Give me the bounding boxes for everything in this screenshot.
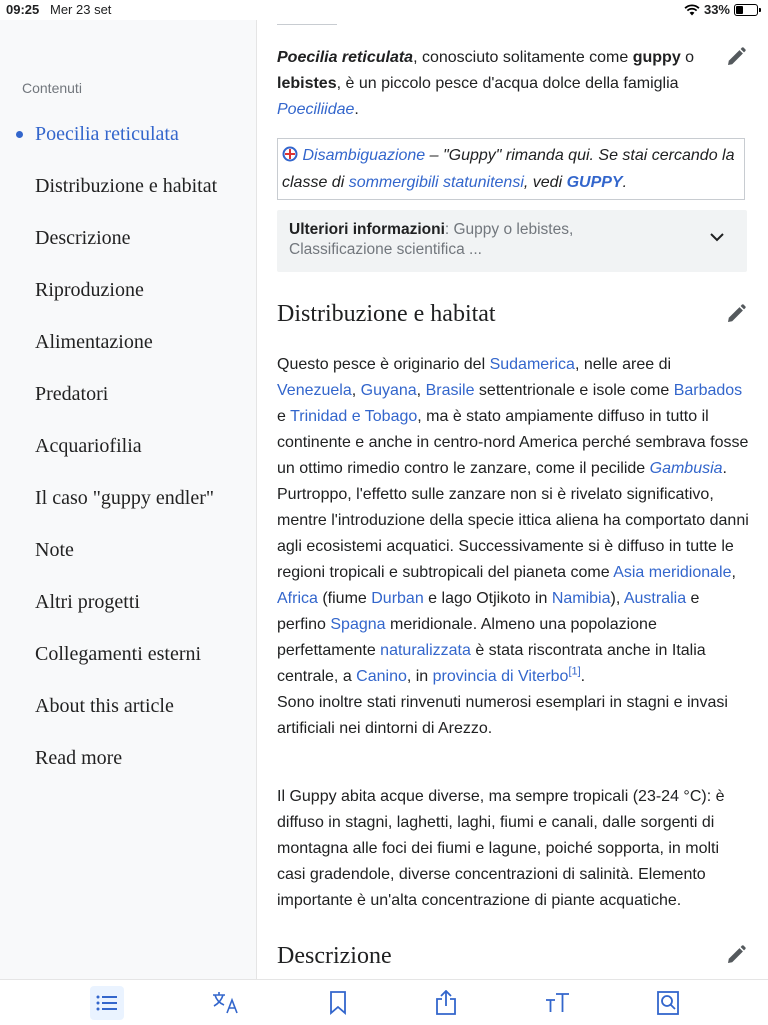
- link-sudamerica[interactable]: Sudamerica: [489, 356, 575, 373]
- text: ,: [351, 382, 361, 399]
- bold-term: guppy: [632, 49, 681, 66]
- link-canino[interactable]: Canino: [356, 668, 407, 685]
- status-bar: [0, 0, 768, 20]
- infobox-text: [289, 220, 619, 260]
- toc-heading: Contenuti: [22, 80, 82, 96]
- intro-paragraph: [277, 45, 707, 123]
- edit-pencil-icon[interactable]: [725, 46, 747, 68]
- paragraph-habitat: Il Guppy abita acque diverse, ma sempre tropicali (23-24 °C): è diffuso in stagni, laghetti, laghi, fiumi e canali, dalle sorgenti di montagna alle foci dei fiumi e lagune, poiché sopporta, in molti casi gradendole, diverse concentrazioni di salinità. Elemento importante è un'alta concentrazione di piante acquatiche.: [277, 788, 725, 909]
- bottom-toolbar: [0, 979, 768, 1025]
- text: e lago Otjikoto in: [423, 590, 552, 607]
- text: ,: [731, 564, 736, 581]
- find-in-page-button[interactable]: [651, 986, 685, 1020]
- link-australia[interactable]: Australia: [623, 590, 687, 607]
- toc-sidebar: [0, 20, 257, 980]
- toc-item-poecilia-reticulata[interactable]: [0, 118, 256, 170]
- text: settentrionale e isole come: [474, 382, 674, 399]
- text: , è un piccolo pesce d'acqua dolce della famiglia: [336, 75, 679, 92]
- text: ),: [610, 590, 624, 607]
- toc-item-altri-progetti[interactable]: Altri progetti: [35, 591, 140, 613]
- infobox-collapsed[interactable]: [277, 210, 747, 272]
- toc-list: [0, 118, 256, 794]
- link-barbados[interactable]: Barbados: [673, 382, 743, 399]
- bold-term: lebistes: [277, 75, 337, 92]
- find-in-page-icon: [656, 990, 680, 1016]
- text: meridionale. Almeno una popolazione perfettamente: [277, 616, 657, 659]
- article-title-bold: Poecilia reticulata: [277, 49, 414, 66]
- text-size-button[interactable]: [540, 986, 574, 1020]
- toc-item-note[interactable]: Note: [35, 539, 74, 561]
- link-africa[interactable]: Africa: [277, 590, 318, 607]
- link-provincia-viterbo[interactable]: provincia di Viterbo: [432, 668, 569, 685]
- status-time: 09:25: [6, 2, 40, 17]
- link-disambiguazione[interactable]: Disambiguazione: [302, 147, 426, 164]
- text: (fiume: [317, 590, 372, 607]
- text: e perfino: [277, 590, 700, 633]
- toc-item-guppy-endler[interactable]: Il caso "guppy endler": [35, 487, 215, 509]
- language-button[interactable]: [209, 986, 243, 1020]
- bookmark-icon: [329, 991, 347, 1015]
- infobox-sep: :: [444, 221, 454, 238]
- paragraph-distribuzione: [277, 352, 749, 742]
- text-size-icon: [544, 992, 570, 1014]
- infobox-label: Ulteriori informazioni: [289, 221, 445, 238]
- link-guyana[interactable]: Guyana: [360, 382, 417, 399]
- toc-item-descrizione[interactable]: Descrizione: [35, 227, 131, 249]
- active-dot-icon: [16, 131, 23, 138]
- toc-item-collegamenti-esterni[interactable]: Collegamenti esterni: [35, 643, 202, 665]
- toc-item-label: Poecilia reticulata: [35, 123, 179, 145]
- link-durban[interactable]: Durban: [371, 590, 424, 607]
- share-icon: [435, 990, 457, 1016]
- text: , in: [406, 668, 433, 685]
- status-date: Mer 23 set: [50, 2, 112, 17]
- article-content: [277, 20, 749, 978]
- edit-pencil-icon[interactable]: [725, 944, 747, 966]
- contents-icon: [96, 994, 118, 1012]
- toc-item-alimentazione[interactable]: Alimentazione: [35, 331, 153, 353]
- toc-item-riproduzione[interactable]: Riproduzione: [35, 279, 144, 301]
- share-button[interactable]: [429, 986, 463, 1020]
- link-spagna[interactable]: Spagna: [330, 616, 386, 633]
- wifi-icon: [684, 4, 700, 16]
- language-icon: [211, 991, 241, 1015]
- disambiguation-icon: [282, 146, 298, 162]
- status-right: [684, 2, 758, 17]
- toc-item-acquariofilia[interactable]: Acquariofilia: [35, 435, 142, 457]
- link-asia-meridionale[interactable]: Asia meridionale: [613, 564, 732, 581]
- link-naturalizzata[interactable]: naturalizzata: [380, 642, 471, 659]
- bookmark-button[interactable]: [321, 986, 355, 1020]
- text: o: [680, 49, 695, 66]
- text: . Purtroppo, l'effetto sulle zanzare non si è rivelato significativo, mentre l'introduzione della specie ittica aliena ha comportato danni agli ecosistemi acquatici. Successivamente si è diffuso in tutte le regioni tropicali e subtropicali del pianeta come: [277, 460, 749, 581]
- toc-item-predatori[interactable]: Predatori: [35, 383, 109, 405]
- infobox-summary: Guppy o lebistes, Classificazione scientifica ...: [289, 221, 574, 258]
- link-brasile[interactable]: Brasile: [425, 382, 475, 399]
- text: .: [622, 174, 628, 191]
- contents-button[interactable]: [90, 986, 124, 1020]
- link-guppy[interactable]: GUPPY: [566, 174, 623, 191]
- edit-pencil-icon[interactable]: [725, 303, 747, 325]
- text: .: [580, 668, 586, 685]
- text: , conosciuto solitamente come: [413, 49, 633, 66]
- text: è stata riscontrata anche in Italia centrale, a: [277, 642, 706, 685]
- text: e: [277, 408, 291, 425]
- text: ,: [416, 382, 426, 399]
- disambiguation-hatnote: [277, 138, 745, 200]
- toc-item-about[interactable]: About this article: [35, 695, 174, 717]
- divider: [277, 24, 337, 25]
- section-heading-distribuzione: Distribuzione e habitat: [277, 301, 496, 327]
- link-sommergibili[interactable]: sommergibili statunitensi: [348, 174, 524, 191]
- link-trinidad-tobago[interactable]: Trinidad e Tobago: [290, 408, 418, 425]
- text: , vedi: [523, 174, 567, 191]
- text: – "Guppy" rimanda qui. Se stai cercando la classe di: [282, 147, 735, 191]
- toc-item-distribuzione[interactable]: Distribuzione e habitat: [35, 175, 218, 197]
- chevron-down-icon: [709, 232, 725, 242]
- text: , nelle aree di: [574, 356, 672, 373]
- text: .: [354, 101, 359, 118]
- toc-item-read-more[interactable]: Read more: [35, 747, 123, 769]
- text: , ma è stato ampiamente diffuso in tutto il continente e anche in centro-nord America perché sembrava fosse un ottimo rimedio contro le zanzare, come il pecilide: [277, 408, 749, 477]
- link-namibia[interactable]: Namibia: [551, 590, 611, 607]
- text: Sono inoltre stati rinvenuti numerosi esemplari in stagni e invasi artificiali nei dintorni di Arezzo.: [277, 694, 728, 737]
- battery-percent: 33%: [703, 2, 730, 17]
- reference-link[interactable]: [1]: [568, 665, 581, 678]
- section-heading-descrizione: Descrizione: [277, 943, 392, 969]
- link-poeciliidae[interactable]: Poeciliidae: [277, 101, 355, 118]
- link-gambusia[interactable]: Gambusia: [649, 460, 723, 477]
- battery-icon: [734, 4, 758, 16]
- link-venezuela[interactable]: Venezuela: [277, 382, 352, 399]
- text: Questo pesce è originario del: [277, 356, 490, 373]
